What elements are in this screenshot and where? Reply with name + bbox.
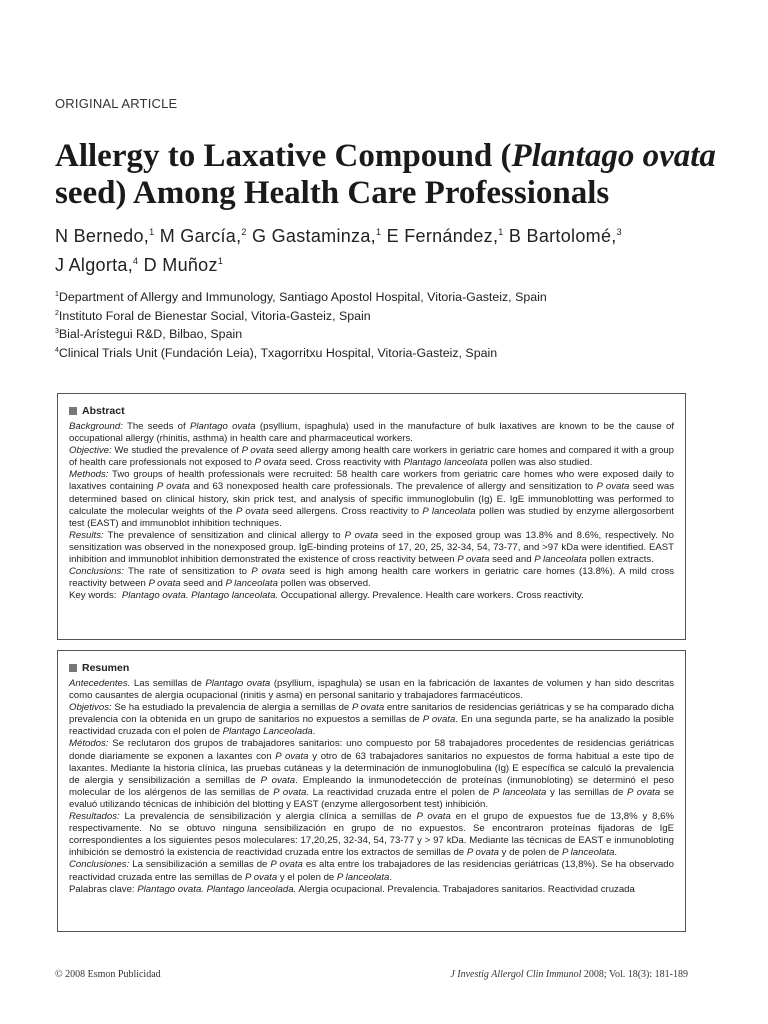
text: pollen was studied by enzyme allergosorbent test (EAST) and immunoblot inhibition techniques. (69, 505, 674, 529)
resumen-objetivos (69, 702, 674, 738)
text: Two groups of health professionals were recruited: 58 health care workers from geriatric care homes who were exposed daily to laxatives containing (69, 469, 674, 493)
italic-text: Plantago Lanceolada (222, 726, 313, 738)
affiliation-sup: 2 (55, 309, 59, 317)
label: Background: (69, 421, 123, 432)
text: seed. Cross reactivity with (286, 457, 404, 469)
author: M García, (159, 226, 242, 246)
italic-text: P ovata (596, 481, 630, 493)
text: . (312, 726, 316, 738)
author: J Algorta, (55, 255, 134, 275)
abstract-keywords (69, 590, 674, 602)
text: Occupational allergy. Prevalence. Health care workers. Cross reactivity. (278, 590, 584, 602)
italic-text: P ovata (466, 847, 500, 859)
section-label: ORIGINAL ARTICLE (55, 96, 178, 111)
text: es alta entre los trabajadores de las residencias geriátricas (13,8%). Se ha observado reactividad cruzada entre las semillas de (69, 859, 674, 883)
italic-text: Plantago lanceolata (403, 457, 488, 469)
text: The seeds of (122, 421, 190, 432)
text: Se ha estudiado la prevalencia de alergia a semillas de (111, 702, 352, 714)
text: Alergia ocupacional. Prevalencia. Trabajadores sanitarios. Reactividad cruzada (296, 883, 635, 895)
text: (psyllium, ispaghula) se usan en la fabricación de laxantes de volumen y han sido descritas como causantes de alergia ocupacional (rinitis y asma) en personal sanitario y trabajadores farmacéuticos. (69, 678, 674, 702)
text: Las semillas de (130, 678, 206, 689)
affiliation-text: Bial-Arístegui R&D, Bilbao, Spain (58, 327, 243, 342)
italic-text: P ovata (156, 481, 190, 493)
resumen-conclusiones (69, 859, 674, 883)
italic-text: P ovata (273, 786, 307, 798)
resumen-keywords (69, 884, 674, 896)
label: Resultados: (69, 811, 120, 823)
italic-text: P ovata (241, 445, 274, 457)
text: We studied the prevalence of (111, 445, 242, 457)
italic-text: P ovata (244, 871, 278, 883)
abstract-background (69, 421, 674, 445)
label: Palabras clave: (69, 883, 135, 895)
affiliation-sup: 4 (55, 346, 59, 354)
label: Key words: (69, 590, 117, 602)
abstract-heading-text: Abstract (82, 405, 125, 417)
journal-citation (440, 969, 688, 980)
text: entre sanitarios de residencias geriátricas y se ha comparado dicha prevalencia con la obtenida en un grupo de sanitarios no expuestos a semillas de (69, 702, 674, 726)
affiliation (55, 324, 745, 343)
text: The prevalence of sensitization and clinical allergy to (103, 529, 345, 541)
label: Objective: (69, 445, 112, 457)
text: pollen extracts. (586, 554, 654, 566)
italic-text: P ovata (251, 566, 286, 578)
affiliation-sup: 3 (55, 328, 59, 336)
italic-text: P lanceolata (422, 505, 476, 517)
author-affil-sup: 4 (133, 256, 139, 266)
citation-text: 2008; Vol. 18(3): 181-189 (581, 969, 688, 980)
affiliation-sup: 1 (55, 291, 59, 298)
abstract-results (69, 530, 674, 566)
title-part-1: Allergy to Laxative Compound ( (55, 138, 512, 174)
abstract-methods (69, 469, 674, 529)
text: pollen was also studied. (487, 457, 593, 469)
text: y otro de 63 trabajadores sanitarios no expuestos de forma habitual a este tipo de laxantes. Mediante la historia clínica, las pruebas cutáneas y la determinación de inmunoglobulina (Ig) E específica se calculó la prevalencia de alergia y sensibilización a semillas de (69, 750, 674, 786)
text: Se reclutaron dos grupos de trabajadores sanitarios: uno compuesto por 58 trabajadores procedentes de residencias geriátricas donde diariamente se exponen a laxantes con (69, 738, 674, 762)
resumen-body (69, 678, 674, 896)
abstract-body (69, 421, 674, 602)
text: La prevalencia de sensibilización y alergia clínica a semillas de (119, 811, 417, 823)
text: seed was determined based on clinical history, skin prick test, and analysis of specific immunoglobulin (Ig) E. IgE immunoblotting was performed to calculate the molecular weights of the (69, 481, 674, 517)
italic-text: Plantago ovata (205, 678, 271, 689)
text: and 63 nonexposed health care professionals. The prevalence of allergy and sensitization to (189, 481, 597, 493)
text: en el grupo de expuestos fue de 13,8% y 8,6% respectivamente. No se obtuvo ninguna sensibilización en grupo de no expuestos. Se encontraron proteínas fijadoras de IgE correspondientes a los siguientes pesos moleculares: 17,20,25, 32-34, 54, 73-77 y > 97 kDa. Mediante las técnicas de EAST e inmunobloting inhibición se demostró la existencia de reactividad cruzada entre los extractos de semillas de (69, 811, 674, 859)
abstract-conclusions (69, 566, 674, 590)
author: G Gastaminza, (252, 226, 376, 246)
resumen-antecedentes (69, 678, 674, 702)
text: seed and (489, 554, 535, 566)
italic-text: P ovata (260, 774, 296, 786)
label: Objetivos: (69, 702, 112, 714)
resumen-box (57, 650, 686, 932)
text: . (389, 871, 393, 883)
italic-text: P lanceolata (534, 554, 587, 566)
resumen-metodos (69, 738, 674, 811)
square-bullet-icon (69, 664, 77, 672)
text: seed in the exposed group was 13.8% and 8.6%, respectively. No sensitization was observed in the nonexposed group. IgE-binding proteins of 17, 20, 25, 32-34, 54, 73-77, and >97 kDa were identified. EAST inhibition and immunoblot inhibition demonstrated the existence of cross reactivity between (69, 529, 674, 566)
text: seed allergens. Cross reactivity to (268, 505, 423, 517)
text: seed and (180, 578, 226, 590)
author-affil-sup: 1 (217, 256, 224, 266)
italic-text: Plantago ovata. Plantago lanceolada. (137, 883, 297, 895)
author-affil-sup: 1 (375, 227, 382, 237)
affiliation-list (55, 287, 745, 362)
author: D Muñoz (143, 255, 218, 275)
label: Methods: (69, 469, 109, 481)
text: . La reactividad cruzada entre el polen de (306, 786, 493, 798)
affiliation (55, 287, 745, 306)
italic-text: P ovata (275, 750, 309, 762)
italic-text: P ovata (344, 529, 379, 541)
text: seed allergy among health care workers in geriatric care homes and compared it with a group of health care professionals not exposed to (69, 445, 674, 469)
label: Métodos: (69, 738, 109, 750)
label: Conclusions: (69, 566, 124, 578)
text: The rate of sensitization to (123, 566, 252, 578)
italic-text: P lanceolata (225, 578, 278, 590)
affiliation-text: Clinical Trials Unit (Fundación Leia), Txagorritxu Hospital, Vitoria-Gasteiz, Spain (58, 346, 498, 360)
square-bullet-icon (69, 407, 77, 415)
text: y de polen de (499, 847, 562, 859)
label: Antecedentes. (69, 678, 131, 689)
italic-text: P ovata (416, 811, 451, 823)
italic-text: P ovata (254, 457, 287, 469)
resumen-resultados (69, 811, 674, 859)
label: Conclusiones: (69, 859, 130, 871)
text: seed is high among health care workers in geriatric care homes (13.8%). A mild cross reactivity between (69, 566, 674, 590)
resumen-heading (69, 662, 674, 674)
italic-text: P ovata (422, 714, 456, 726)
author: E Fernández, (386, 226, 499, 246)
italic-text: P ovata (148, 578, 181, 590)
italic-text: Plantago ovata. Plantago lanceolata. (121, 590, 279, 602)
text: y el polen de (277, 871, 337, 883)
text: y las semillas de (546, 786, 627, 798)
abstract-box (57, 393, 686, 640)
text: . En una segunda parte, se ha analizado la posible reactividad cruzada con el polen de (69, 714, 674, 738)
journal-name: J Investig Allergol Clin Immunol (450, 969, 582, 980)
resumen-heading-text: Resumen (82, 662, 130, 674)
italic-text: P lanceolata (561, 847, 615, 859)
author-affil-sup: 1 (498, 227, 504, 237)
affiliation-text: Department of Allergy and Immunology, Santiago Apostol Hospital, Vitoria-Gasteiz, Spain (58, 290, 547, 305)
copyright: © 2008 Esmon Publicidad (55, 969, 161, 980)
abstract-objective (69, 445, 674, 469)
author-affil-sup: 1 (149, 227, 155, 237)
author: B Bartolomé, (508, 226, 617, 246)
text: se evaluó utilizando técnicas de inhibición del blotting y EAST (enzyme allergosorbent test) inhibición. (69, 786, 674, 810)
text: . (614, 847, 618, 859)
title-part-2: seed) Among Health Care Professionals (55, 175, 610, 211)
italic-text: P ovata (351, 702, 385, 714)
title-italic: Plantago ovata (511, 138, 716, 174)
italic-text: P ovata (627, 786, 661, 798)
italic-text: P ovata (235, 505, 269, 517)
italic-text: P ovata (457, 554, 490, 566)
affiliation (55, 343, 745, 362)
author-list (55, 220, 745, 278)
text: (psyllium, ispaghula) used in the manufacture of bulk laxatives are known to be the cause of occupational allergy (rhinitis, asthma) in health care and pharmaceutical workers. (69, 421, 675, 445)
italic-text: P lanceolata (492, 786, 547, 798)
italic-text: P lanceolata (336, 871, 390, 883)
text: La sensibilización a semillas de (129, 859, 271, 871)
label: Results: (69, 529, 104, 541)
abstract-heading (69, 405, 674, 417)
italic-text: P ovata (270, 859, 303, 871)
affiliation-text: Instituto Foral de Bienestar Social, Vitoria-Gasteiz, Spain (58, 308, 371, 323)
italic-text: Plantago ovata (189, 421, 256, 432)
author-affil-sup: 3 (616, 227, 622, 237)
text: pollen was observed. (277, 578, 371, 590)
text: . Empleando la inmunodetección de proteínas (inmunobloting) se determinó el peso molecular de los alérgenos de las semillas de (69, 774, 674, 798)
author-affil-sup: 2 (241, 227, 247, 237)
author: N Bernedo, (55, 226, 150, 246)
article-title (55, 138, 735, 212)
affiliation (55, 306, 745, 325)
